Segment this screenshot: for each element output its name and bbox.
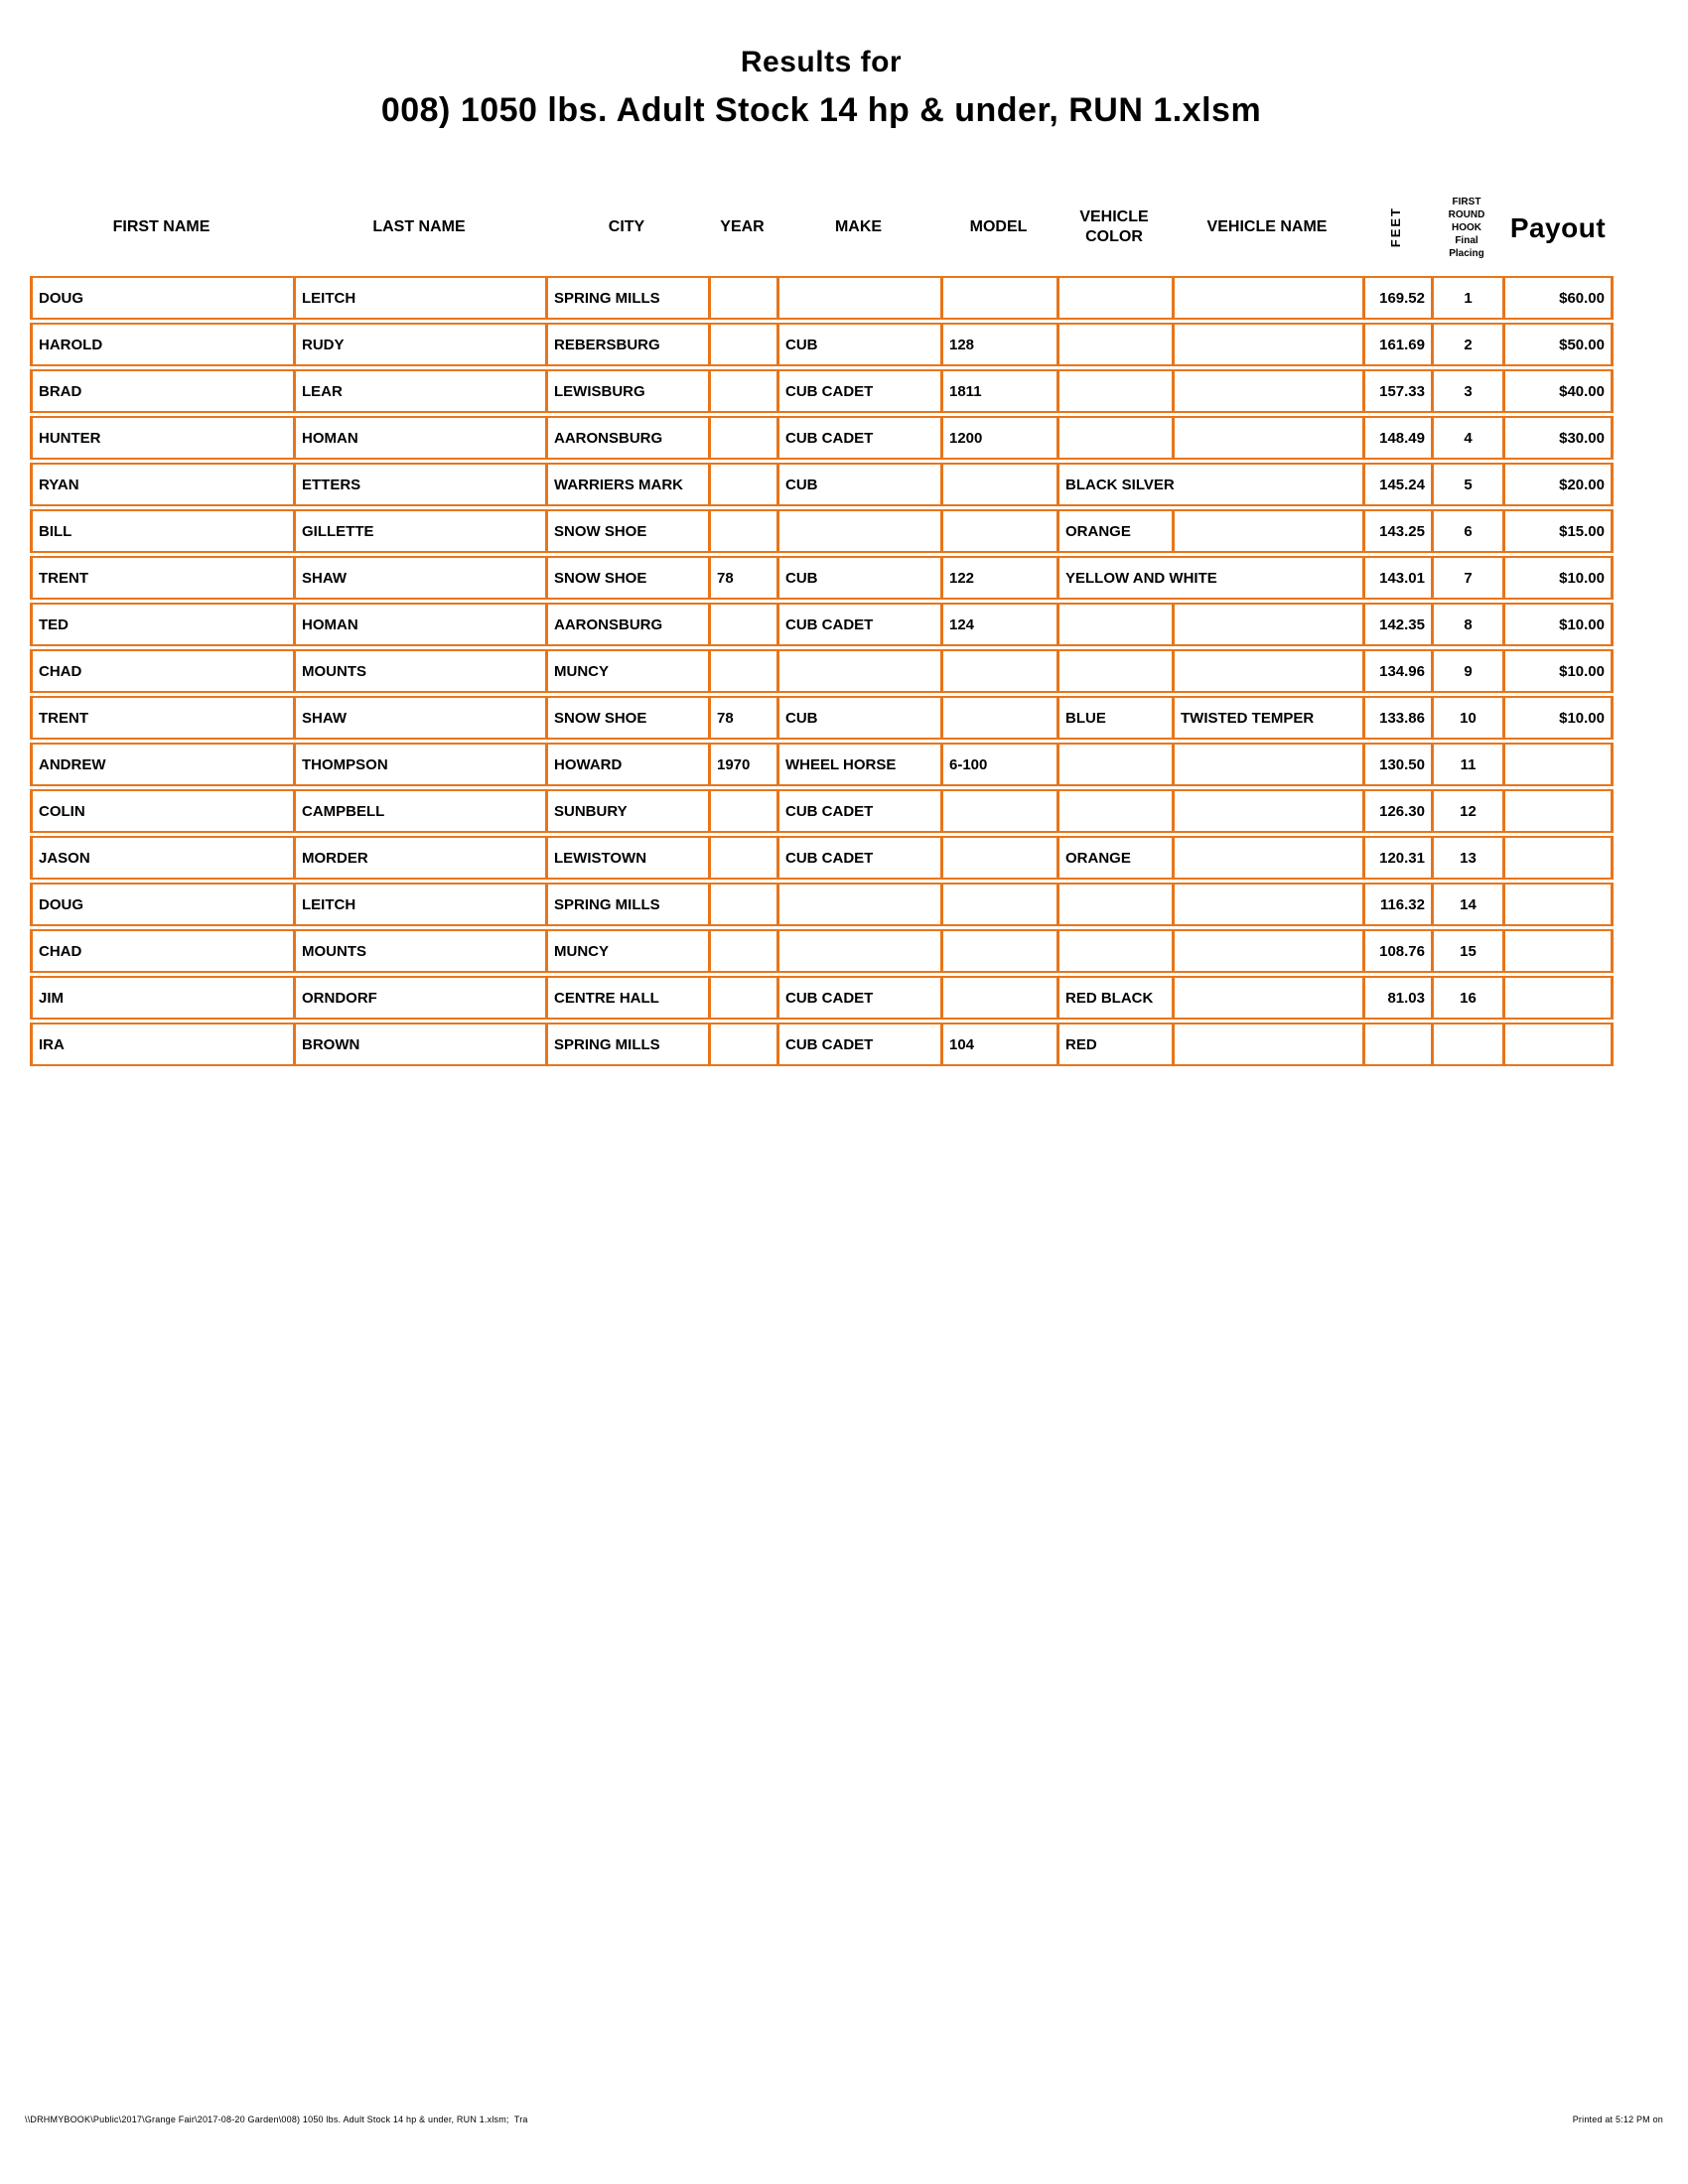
cell-model	[940, 836, 1056, 880]
cell-last-name: MORDER	[293, 836, 545, 880]
cell-city: SNOW SHOE	[545, 696, 708, 740]
page-subtitle: 008) 1050 lbs. Adult Stock 14 hp & under, RUN 1.xlsm	[380, 91, 1262, 129]
cell-city: LEWISBURG	[545, 369, 708, 413]
cell-feet: 133.86	[1362, 696, 1431, 740]
column-header-payout: Payout	[1509, 211, 1607, 243]
cell-feet: 108.76	[1362, 929, 1431, 973]
cell-payout	[1502, 743, 1614, 786]
cell-last-name: GILLETTE	[293, 509, 545, 553]
cell-city: SPRING MILLS	[545, 276, 708, 320]
cell-first-name: TRENT	[30, 556, 293, 600]
cell-year	[708, 836, 776, 880]
hook-header-line: HOOK	[1452, 221, 1481, 233]
cell-last-name: RUDY	[293, 323, 545, 366]
cell-final-placing: 11	[1431, 743, 1502, 786]
cell-vehicle-color	[1056, 323, 1172, 366]
cell-final-placing: 8	[1431, 603, 1502, 646]
cell-year	[708, 929, 776, 973]
cell-final-placing: 3	[1431, 369, 1502, 413]
cell-last-name: HOMAN	[293, 416, 545, 460]
cell-first-name: JASON	[30, 836, 293, 880]
cell-vehicle-color: RED BLACK	[1056, 976, 1172, 1020]
cell-model: 104	[940, 1023, 1056, 1066]
cell-payout: $10.00	[1502, 649, 1614, 693]
cell-final-placing: 15	[1431, 929, 1502, 973]
cell-year	[708, 509, 776, 553]
cell-payout: $60.00	[1502, 276, 1614, 320]
table-row	[30, 323, 1614, 366]
cell-vehicle-color	[1056, 789, 1172, 833]
cell-year	[708, 463, 776, 506]
cell-final-placing: 9	[1431, 649, 1502, 693]
cell-last-name: MOUNTS	[293, 649, 545, 693]
cell-city: SPRING MILLS	[545, 1023, 708, 1066]
footer-file-path: \\DRHMYBOOK\Public\2017\Grange Fair\2017-08-20 Garden\008) 1050 lbs. Adult Stock 14 hp & under, RUN 1.xlsm; Tra	[25, 2115, 528, 2124]
cell-year	[708, 603, 776, 646]
cell-payout	[1502, 883, 1614, 926]
cell-model: 1811	[940, 369, 1056, 413]
cell-payout: $50.00	[1502, 323, 1614, 366]
cell-make: CUB CADET	[776, 836, 940, 880]
table-row	[30, 743, 1614, 786]
cell-first-name: BILL	[30, 509, 293, 553]
cell-feet	[1362, 1023, 1431, 1066]
cell-vehicle-color	[1056, 416, 1172, 460]
table-row	[30, 509, 1614, 553]
table-row	[30, 1023, 1614, 1066]
cell-city: SPRING MILLS	[545, 883, 708, 926]
cell-payout	[1502, 789, 1614, 833]
cell-last-name: SHAW	[293, 696, 545, 740]
cell-city: CENTRE HALL	[545, 976, 708, 1020]
cell-make: CUB CADET	[776, 369, 940, 413]
cell-feet: 148.49	[1362, 416, 1431, 460]
cell-city: SNOW SHOE	[545, 556, 708, 600]
results-table	[30, 273, 1614, 1069]
cell-year	[708, 883, 776, 926]
cell-last-name: THOMPSON	[293, 743, 545, 786]
cell-feet: 145.24	[1362, 463, 1431, 506]
cell-make: CUB CADET	[776, 976, 940, 1020]
column-header-year: YEAR	[720, 218, 765, 235]
cell-vehicle-color: BLACK SILVER	[1056, 463, 1362, 506]
cell-first-name: CHAD	[30, 649, 293, 693]
cell-payout	[1502, 1023, 1614, 1066]
cell-vehicle-name	[1172, 416, 1362, 460]
cell-vehicle-name	[1172, 929, 1362, 973]
cell-last-name: MOUNTS	[293, 929, 545, 973]
cell-last-name: CAMPBELL	[293, 789, 545, 833]
cell-payout: $20.00	[1502, 463, 1614, 506]
cell-vehicle-name	[1172, 509, 1362, 553]
hook-header-line: Final	[1455, 234, 1478, 246]
cell-make: CUB CADET	[776, 416, 940, 460]
cell-first-name: HAROLD	[30, 323, 293, 366]
cell-payout: $10.00	[1502, 696, 1614, 740]
cell-model	[940, 883, 1056, 926]
results-table-body	[30, 276, 1614, 1066]
cell-year	[708, 416, 776, 460]
cell-final-placing: 13	[1431, 836, 1502, 880]
cell-year	[708, 976, 776, 1020]
page-title: Results for	[740, 46, 903, 78]
cell-final-placing: 14	[1431, 883, 1502, 926]
footer-printed-note: Printed at 5:12 PM on	[1572, 2115, 1663, 2124]
cell-model	[940, 696, 1056, 740]
feet-vertical-label: FEET	[1388, 206, 1404, 248]
cell-first-name: TED	[30, 603, 293, 646]
cell-feet: 126.30	[1362, 789, 1431, 833]
cell-make: CUB	[776, 696, 940, 740]
cell-last-name: ETTERS	[293, 463, 545, 506]
cell-first-name: ANDREW	[30, 743, 293, 786]
cell-payout: $15.00	[1502, 509, 1614, 553]
cell-year: 78	[708, 696, 776, 740]
cell-first-name: DOUG	[30, 883, 293, 926]
table-row	[30, 696, 1614, 740]
cell-model	[940, 789, 1056, 833]
cell-final-placing: 5	[1431, 463, 1502, 506]
cell-make: CUB CADET	[776, 789, 940, 833]
column-header-vehicle-color: VEHICLE COLOR	[1079, 208, 1149, 245]
cell-vehicle-color	[1056, 276, 1172, 320]
cell-vehicle-color	[1056, 649, 1172, 693]
cell-vehicle-name	[1172, 836, 1362, 880]
cell-vehicle-name	[1172, 276, 1362, 320]
cell-feet: 169.52	[1362, 276, 1431, 320]
cell-vehicle-name	[1172, 743, 1362, 786]
cell-make: CUB CADET	[776, 1023, 940, 1066]
cell-feet: 81.03	[1362, 976, 1431, 1020]
cell-city: AARONSBURG	[545, 603, 708, 646]
cell-payout: $10.00	[1502, 556, 1614, 600]
cell-feet: 161.69	[1362, 323, 1431, 366]
cell-year	[708, 323, 776, 366]
cell-last-name: HOMAN	[293, 603, 545, 646]
cell-model	[940, 463, 1056, 506]
table-row	[30, 603, 1614, 646]
table-row	[30, 929, 1614, 973]
cell-city: REBERSBURG	[545, 323, 708, 366]
cell-city: AARONSBURG	[545, 416, 708, 460]
column-header-city: CITY	[608, 218, 645, 235]
cell-final-placing: 16	[1431, 976, 1502, 1020]
cell-vehicle-name	[1172, 323, 1362, 366]
column-header-last-name: LAST NAME	[372, 218, 466, 235]
cell-payout	[1502, 929, 1614, 973]
cell-year: 1970	[708, 743, 776, 786]
cell-city: LEWISTOWN	[545, 836, 708, 880]
table-row	[30, 369, 1614, 413]
cell-feet: 130.50	[1362, 743, 1431, 786]
cell-vehicle-color	[1056, 929, 1172, 973]
cell-feet: 134.96	[1362, 649, 1431, 693]
cell-last-name: ORNDORF	[293, 976, 545, 1020]
cell-feet: 157.33	[1362, 369, 1431, 413]
cell-city: SNOW SHOE	[545, 509, 708, 553]
hook-header-line: FIRST	[1452, 196, 1481, 207]
cell-last-name: SHAW	[293, 556, 545, 600]
cell-vehicle-color	[1056, 369, 1172, 413]
cell-final-placing	[1431, 1023, 1502, 1066]
cell-first-name: HUNTER	[30, 416, 293, 460]
cell-last-name: LEAR	[293, 369, 545, 413]
cell-first-name: RYAN	[30, 463, 293, 506]
cell-city: HOWARD	[545, 743, 708, 786]
cell-make: CUB	[776, 323, 940, 366]
hook-header-line: Placing	[1449, 247, 1484, 259]
cell-vehicle-color: RED	[1056, 1023, 1172, 1066]
table-header-row	[30, 184, 1614, 271]
cell-first-name: IRA	[30, 1023, 293, 1066]
table-row	[30, 976, 1614, 1020]
cell-model	[940, 509, 1056, 553]
cell-first-name: COLIN	[30, 789, 293, 833]
cell-final-placing: 4	[1431, 416, 1502, 460]
cell-year: 78	[708, 556, 776, 600]
cell-feet: 142.35	[1362, 603, 1431, 646]
cell-last-name: LEITCH	[293, 883, 545, 926]
column-header-vehicle-name: VEHICLE NAME	[1206, 218, 1328, 235]
column-header-feet	[1362, 206, 1431, 247]
cell-vehicle-color	[1056, 883, 1172, 926]
cell-model	[940, 976, 1056, 1020]
cell-year	[708, 369, 776, 413]
cell-year	[708, 649, 776, 693]
cell-final-placing: 2	[1431, 323, 1502, 366]
cell-vehicle-color: YELLOW AND WHITE	[1056, 556, 1362, 600]
table-row	[30, 416, 1614, 460]
cell-feet: 143.25	[1362, 509, 1431, 553]
cell-final-placing: 7	[1431, 556, 1502, 600]
cell-vehicle-name	[1172, 649, 1362, 693]
cell-last-name: BROWN	[293, 1023, 545, 1066]
cell-feet: 143.01	[1362, 556, 1431, 600]
cell-city: SUNBURY	[545, 789, 708, 833]
cell-model: 124	[940, 603, 1056, 646]
cell-make	[776, 509, 940, 553]
cell-first-name: BRAD	[30, 369, 293, 413]
cell-last-name: LEITCH	[293, 276, 545, 320]
table-row	[30, 649, 1614, 693]
cell-vehicle-color	[1056, 743, 1172, 786]
cell-vehicle-color: BLUE	[1056, 696, 1172, 740]
cell-city: MUNCY	[545, 649, 708, 693]
cell-payout	[1502, 836, 1614, 880]
cell-final-placing: 1	[1431, 276, 1502, 320]
cell-vehicle-name	[1172, 603, 1362, 646]
cell-model	[940, 276, 1056, 320]
cell-make: CUB	[776, 556, 940, 600]
cell-payout: $10.00	[1502, 603, 1614, 646]
cell-make: CUB CADET	[776, 603, 940, 646]
cell-final-placing: 10	[1431, 696, 1502, 740]
cell-vehicle-name	[1172, 883, 1362, 926]
cell-model: 1200	[940, 416, 1056, 460]
cell-payout	[1502, 976, 1614, 1020]
cell-first-name: DOUG	[30, 276, 293, 320]
cell-first-name: TRENT	[30, 696, 293, 740]
cell-model	[940, 649, 1056, 693]
cell-vehicle-name	[1172, 369, 1362, 413]
table-row	[30, 276, 1614, 320]
cell-make: WHEEL HORSE	[776, 743, 940, 786]
cell-model: 128	[940, 323, 1056, 366]
cell-feet: 116.32	[1362, 883, 1431, 926]
table-row	[30, 556, 1614, 600]
cell-payout: $40.00	[1502, 369, 1614, 413]
cell-model	[940, 929, 1056, 973]
hook-header-line: ROUND	[1448, 208, 1485, 220]
table-row	[30, 836, 1614, 880]
cell-first-name: CHAD	[30, 929, 293, 973]
cell-make	[776, 649, 940, 693]
table-row	[30, 789, 1614, 833]
cell-vehicle-color: ORANGE	[1056, 836, 1172, 880]
table-row	[30, 463, 1614, 506]
cell-city: MUNCY	[545, 929, 708, 973]
cell-make	[776, 929, 940, 973]
cell-year	[708, 789, 776, 833]
cell-vehicle-name	[1172, 1023, 1362, 1066]
cell-year	[708, 276, 776, 320]
column-header-model: MODEL	[969, 218, 1028, 235]
cell-final-placing: 6	[1431, 509, 1502, 553]
table-row	[30, 883, 1614, 926]
cell-vehicle-color: ORANGE	[1056, 509, 1172, 553]
cell-feet: 120.31	[1362, 836, 1431, 880]
column-header-first-round-hook	[1431, 196, 1502, 260]
cell-model: 6-100	[940, 743, 1056, 786]
cell-payout: $30.00	[1502, 416, 1614, 460]
cell-model: 122	[940, 556, 1056, 600]
cell-vehicle-color	[1056, 603, 1172, 646]
cell-make	[776, 883, 940, 926]
cell-first-name: JIM	[30, 976, 293, 1020]
cell-final-placing: 12	[1431, 789, 1502, 833]
cell-make	[776, 276, 940, 320]
column-header-first-name: FIRST NAME	[112, 218, 211, 235]
cell-vehicle-name	[1172, 976, 1362, 1020]
cell-vehicle-name	[1172, 789, 1362, 833]
cell-city: WARRIERS MARK	[545, 463, 708, 506]
column-header-make: MAKE	[834, 218, 883, 235]
cell-vehicle-name: TWISTED TEMPER	[1172, 696, 1362, 740]
cell-make: CUB	[776, 463, 940, 506]
cell-year	[708, 1023, 776, 1066]
